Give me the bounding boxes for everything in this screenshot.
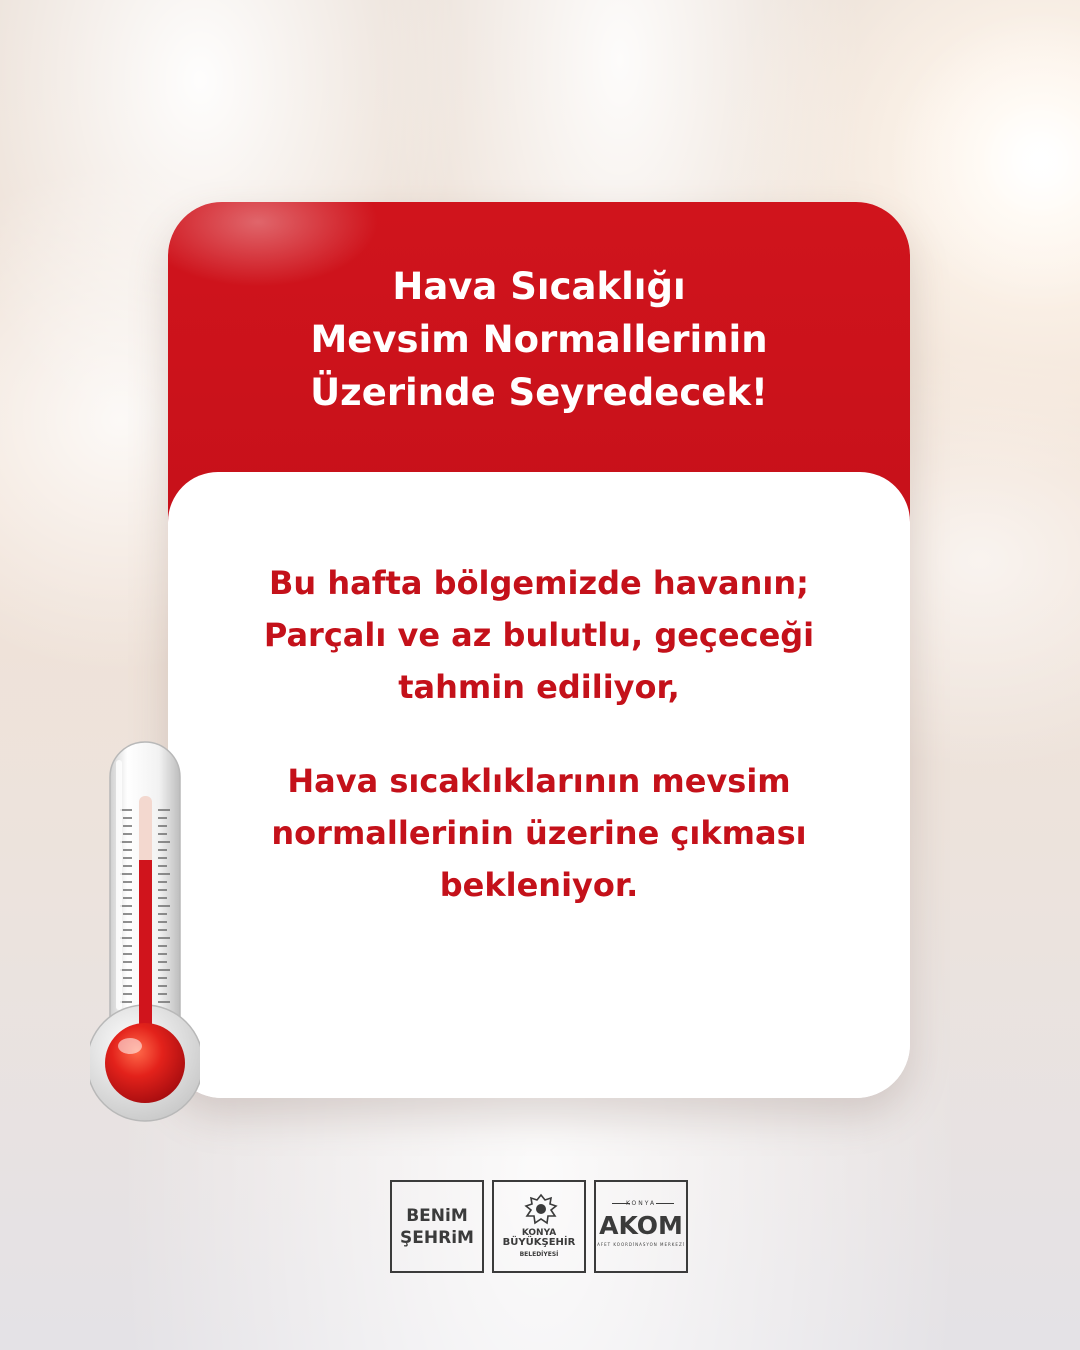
thermometer-icon [90,740,200,1130]
headline-line-1: Hava Sıcaklığı [392,265,686,308]
akom-logo [594,1180,688,1273]
temperature-line-1: Hava sıcaklıklarının mevsim [287,762,791,800]
announcement-card [168,202,910,1098]
akom-top-text: KONYA [625,1200,657,1207]
benim-sehrim-line-1: BENiM [406,1206,468,1226]
temperature-line-3: bekleniyor. [439,866,639,904]
forecast-line-3: tahmin ediliyor, [398,668,680,706]
akom-rule-right [656,1203,674,1204]
temperature-line-2: normallerinin üzerine çıkması [271,814,807,852]
forecast-paragraph [188,557,890,713]
konya-buyuksehir-logo [492,1180,586,1273]
forecast-line-2: Parçalı ve az bulutlu, geçeceği [263,616,815,654]
buyuksehir-line-1: KONYA [521,1228,557,1238]
benim-sehrim-line-2: ŞEHRiM [400,1228,474,1248]
konya-emblem-icon [523,1192,559,1228]
akom-sub-text: AFET KOORDİNASYON MERKEZİ [597,1242,685,1247]
headline [168,260,910,419]
partner-logos [390,1180,690,1275]
headline-line-2: Mevsim Normallerinin [310,318,768,361]
forecast-line-1: Bu hafta bölgemizde havanın; [269,564,809,602]
headline-line-3: Üzerinde Seyredecek! [310,371,768,414]
temperature-paragraph [188,755,890,911]
buyuksehir-line-3: BELEDİYESİ [519,1251,559,1258]
benim-sehrim-logo [390,1180,484,1273]
akom-main-text: AKOM [599,1211,683,1240]
buyuksehir-line-2: BÜYÜKŞEHİR [502,1237,576,1248]
